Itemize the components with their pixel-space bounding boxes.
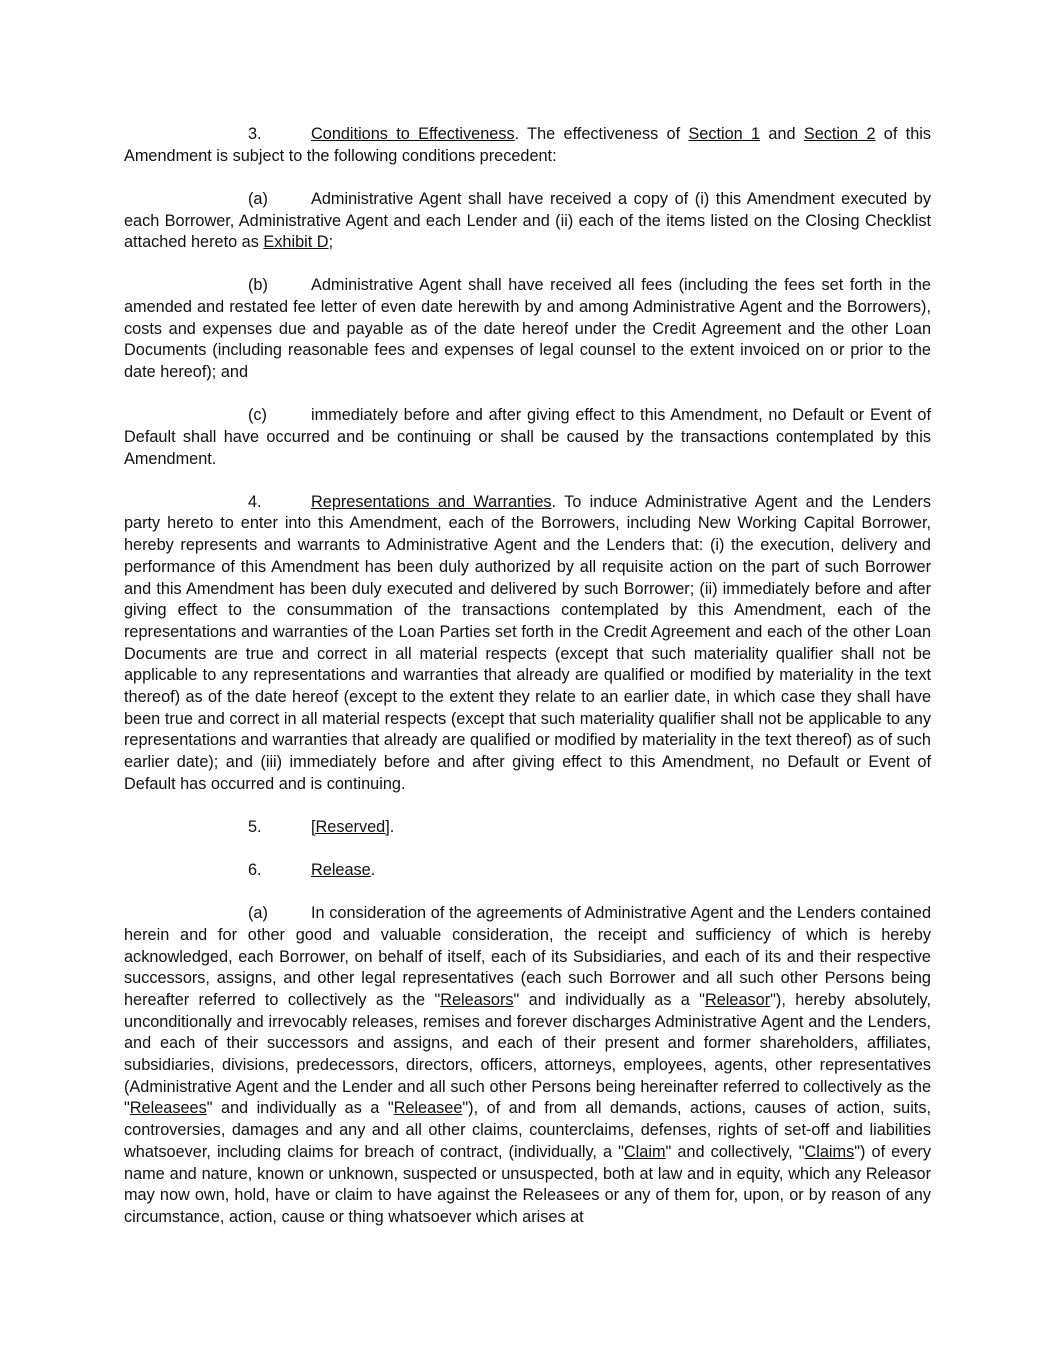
- paragraph-text: ;: [328, 233, 334, 252]
- paragraph-number: 6.: [248, 861, 262, 880]
- paragraph-text: " and individually as a ": [513, 990, 705, 1009]
- paragraph-text: . The effectiveness of: [514, 125, 689, 143]
- paragraph-number: (a): [248, 189, 268, 208]
- paragraph-text: Administrative Agent shall have received all fees (including the fees set forth in the amended and restated fee letter of even date herewith by and among Administrative Agent and the Borrowers), costs and expenses due and payable as of the date hereof under the Credit Agreement and the other Loan Documents (including reasonable fees and expenses of legal counsel to the extent invoiced on or prior to the date hereof); and: [124, 276, 931, 382]
- paragraph-text: Administrative Agent shall have received a copy of (i) this Amendment executed by each Borrower, Administrative Agent and each Lender and (ii) each of the items listed on the Closing Checklist attached hereto as: [124, 189, 931, 252]
- paragraph: [124, 860, 931, 882]
- document-page: [124, 124, 931, 1250]
- underlined-term: [Reserved]: [311, 817, 390, 836]
- underlined-term: Exhibit D: [263, 233, 329, 252]
- underlined-term: Claims: [804, 1142, 855, 1161]
- paragraph-text: " and collectively, ": [665, 1142, 805, 1161]
- paragraph-text: "), of and from all demands, actions, causes of action, suits, controversies, damages and any and all other claims, counterclaims, defenses, rights of set-off and liabilities whatsoever, including claims for breach of contract, (individually, a ": [124, 1099, 931, 1161]
- paragraph: [124, 405, 931, 470]
- underlined-term: Release: [311, 861, 371, 880]
- paragraph-number: (b): [248, 276, 268, 295]
- paragraph: [124, 124, 931, 167]
- paragraph-text: "), hereby absolutely, unconditionally and irrevocably releases, remises and forever discharges Administrative Agent and the Lenders, and each of their successors and assigns, and each of their present and former shareholders, affiliates, subsidiaries, divisions, predecessors, directors, officers, attorneys, employees, agents, other representatives (Administrative Agent and the Lender and all such other Persons being hereinafter referred to collectively as the ": [124, 990, 931, 1118]
- paragraph-text: .: [370, 861, 376, 880]
- paragraph-text: . To induce Administrative Agent and the Lenders party hereto to enter into this Amendment, each of the Borrowers, including New Working Capital Borrower, hereby represents and warrants to Administrative Agent and the Lenders that: (i) the execution, delivery and performance of this Amendment has been duly authorized by all requisite action on the part of such Borrower and this Amendment has been duly executed and delivered by such Borrower; (ii) immediately before and after giving effect to the consummation of the transactions contemplated by this Amendment, each of the representations and warranties of the Loan Parties set forth in the Credit Agreement and each of the other Loan Documents are true and correct in all material respects (except that such materiality qualifier shall not be applicable to any representations and warranties that already are qualified or modified by materiality in the text thereof) as of the date hereof (except to the extent they relate to an earlier date, in which case they shall have been true and correct in all material respects (except that such materiality qualifier shall not be applicable to any representations and warranties that already are qualified or modified by materiality in the text thereof) as of such earlier date); and (iii) immediately before and after giving effect to this Amendment, no Default or Event of Default has occurred and is continuing.: [124, 492, 931, 793]
- underlined-term: Releasor: [704, 990, 771, 1009]
- paragraph: [124, 492, 931, 796]
- paragraph-number: 3.: [248, 125, 262, 143]
- paragraph-text: of this Amendment is subject to the following conditions precedent:: [124, 125, 932, 165]
- underlined-term: Releasors: [440, 990, 514, 1009]
- underlined-term: Releasee: [393, 1099, 463, 1118]
- underlined-term: Claim: [623, 1142, 666, 1161]
- paragraph-text: " and individually as a ": [206, 1099, 394, 1118]
- paragraph-number: (c): [248, 406, 267, 425]
- underlined-term: Section 1: [688, 125, 761, 143]
- paragraph-text: immediately before and after giving effect to this Amendment, no Default or Event of Default shall have occurred and be continuing or shall be caused by the transactions contemplated by this Amendment.: [124, 406, 931, 468]
- paragraph: [124, 903, 931, 1229]
- underlined-term: Representations and Warranties: [311, 492, 552, 511]
- paragraph: [124, 817, 931, 839]
- paragraph-number: 4.: [248, 492, 262, 511]
- paragraph-number: (a): [248, 904, 268, 923]
- underlined-term: Section 2: [803, 125, 876, 143]
- paragraph: [124, 189, 931, 254]
- underlined-term: Conditions to Effectiveness: [311, 125, 515, 143]
- paragraph-number: 5.: [248, 817, 262, 836]
- paragraph-text: ") of every name and nature, known or unknown, suspected or unsuspected, both at law and in equity, which any Releasor may now own, hold, have or claim to have against the Releasees or any of them for, upon, or by reason of any circumstance, action, cause or thing whatsoever which arises at: [124, 1142, 931, 1226]
- paragraph: [124, 275, 931, 384]
- paragraph-text: .: [389, 817, 395, 836]
- paragraph-text: In consideration of the agreements of Administrative Agent and the Lenders contained herein and for other good and valuable consideration, the receipt and sufficiency of which is hereby acknowledged, each Borrower, on behalf of itself, each of its Subsidiaries, and each of its and their respective successors, assigns, and other legal representatives (each such Borrower and all such other Persons being hereafter referred to collectively as the ": [124, 904, 931, 1009]
- underlined-term: Releasees: [129, 1099, 207, 1118]
- paragraph-text: and: [760, 125, 804, 143]
